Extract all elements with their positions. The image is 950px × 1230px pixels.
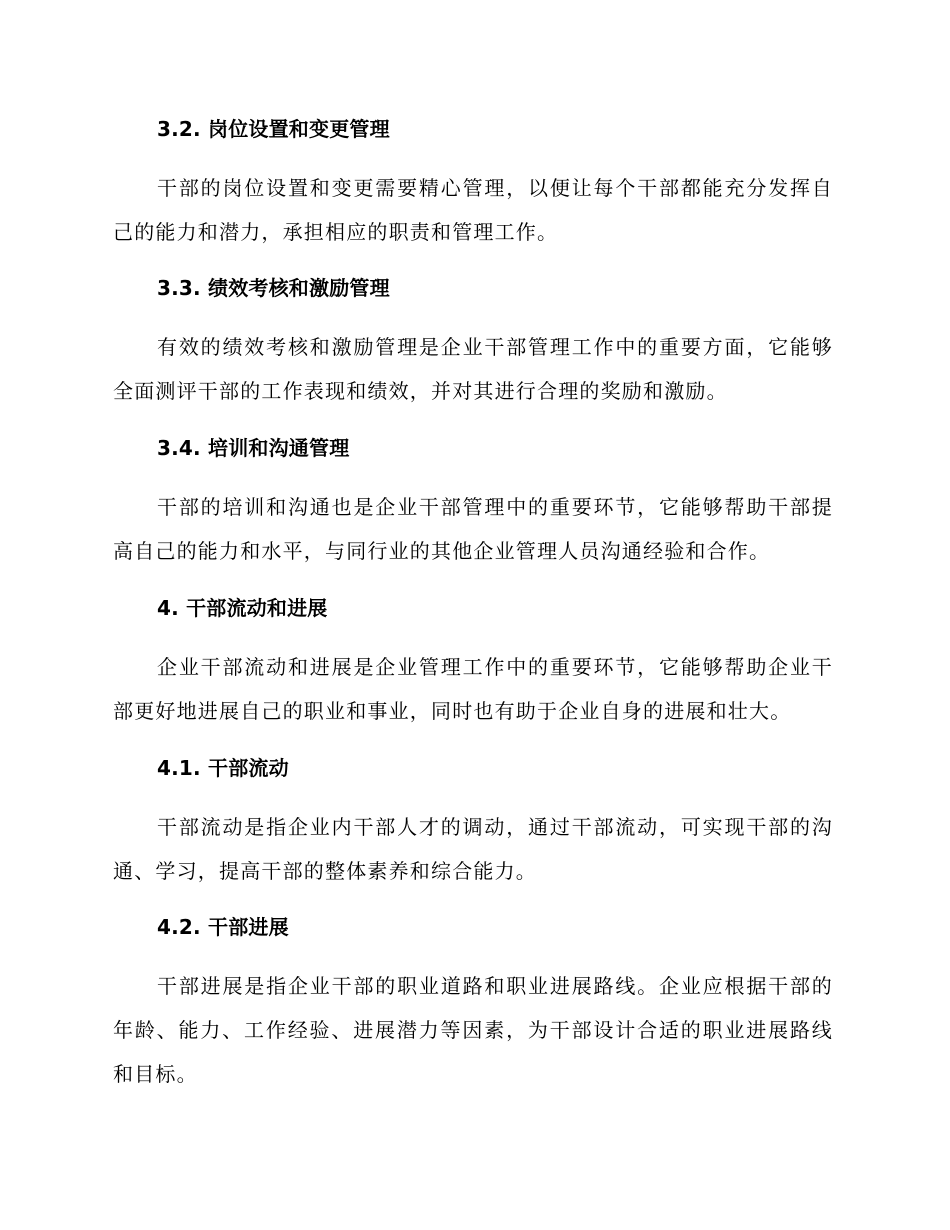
section-heading-3-4: 3.4. 培训和沟通管理	[157, 436, 350, 460]
section-body-3-4: 干部的培训和沟通也是企业干部管理中的重要环节，它能够帮助干部提高自己的能力和水平，与同行业的其他企业管理人员沟通经验和合作。	[113, 495, 833, 563]
section-body-4-1: 干部流动是指企业内干部人才的调动，通过干部流动，可实现干部的沟通、学习，提高干部的整体素养和综合能力。	[113, 815, 833, 883]
section-body-4-2: 干部进展是指企业干部的职业道路和职业进展路线。企业应根据干部的年龄、能力、工作经验、进展潜力等因素，为干部设计合适的职业进展路线和目标。	[113, 974, 833, 1086]
section-heading-4-1: 4.1. 干部流动	[157, 756, 289, 780]
section-body-3-3: 有效的绩效考核和激励管理是企业干部管理工作中的重要方面，它能够全面测评干部的工作表现和绩效，并对其进行合理的奖励和激励。	[113, 335, 833, 403]
section-body-3-2: 干部的岗位设置和变更需要精心管理，以便让每个干部都能充分发挥自己的能力和潜力，承担相应的职责和管理工作。	[113, 176, 833, 244]
section-heading-3-2: 3.2. 岗位设置和变更管理	[157, 117, 390, 141]
section-body-4: 企业干部流动和进展是企业管理工作中的重要环节，它能够帮助企业干部更好地进展自己的职业和事业，同时也有助于企业自身的进展和壮大。	[113, 655, 833, 723]
section-heading-3-3: 3.3. 绩效考核和激励管理	[157, 276, 390, 300]
section-heading-4: 4. 干部流动和进展	[157, 596, 328, 620]
section-heading-4-2: 4.2. 干部进展	[157, 915, 289, 939]
